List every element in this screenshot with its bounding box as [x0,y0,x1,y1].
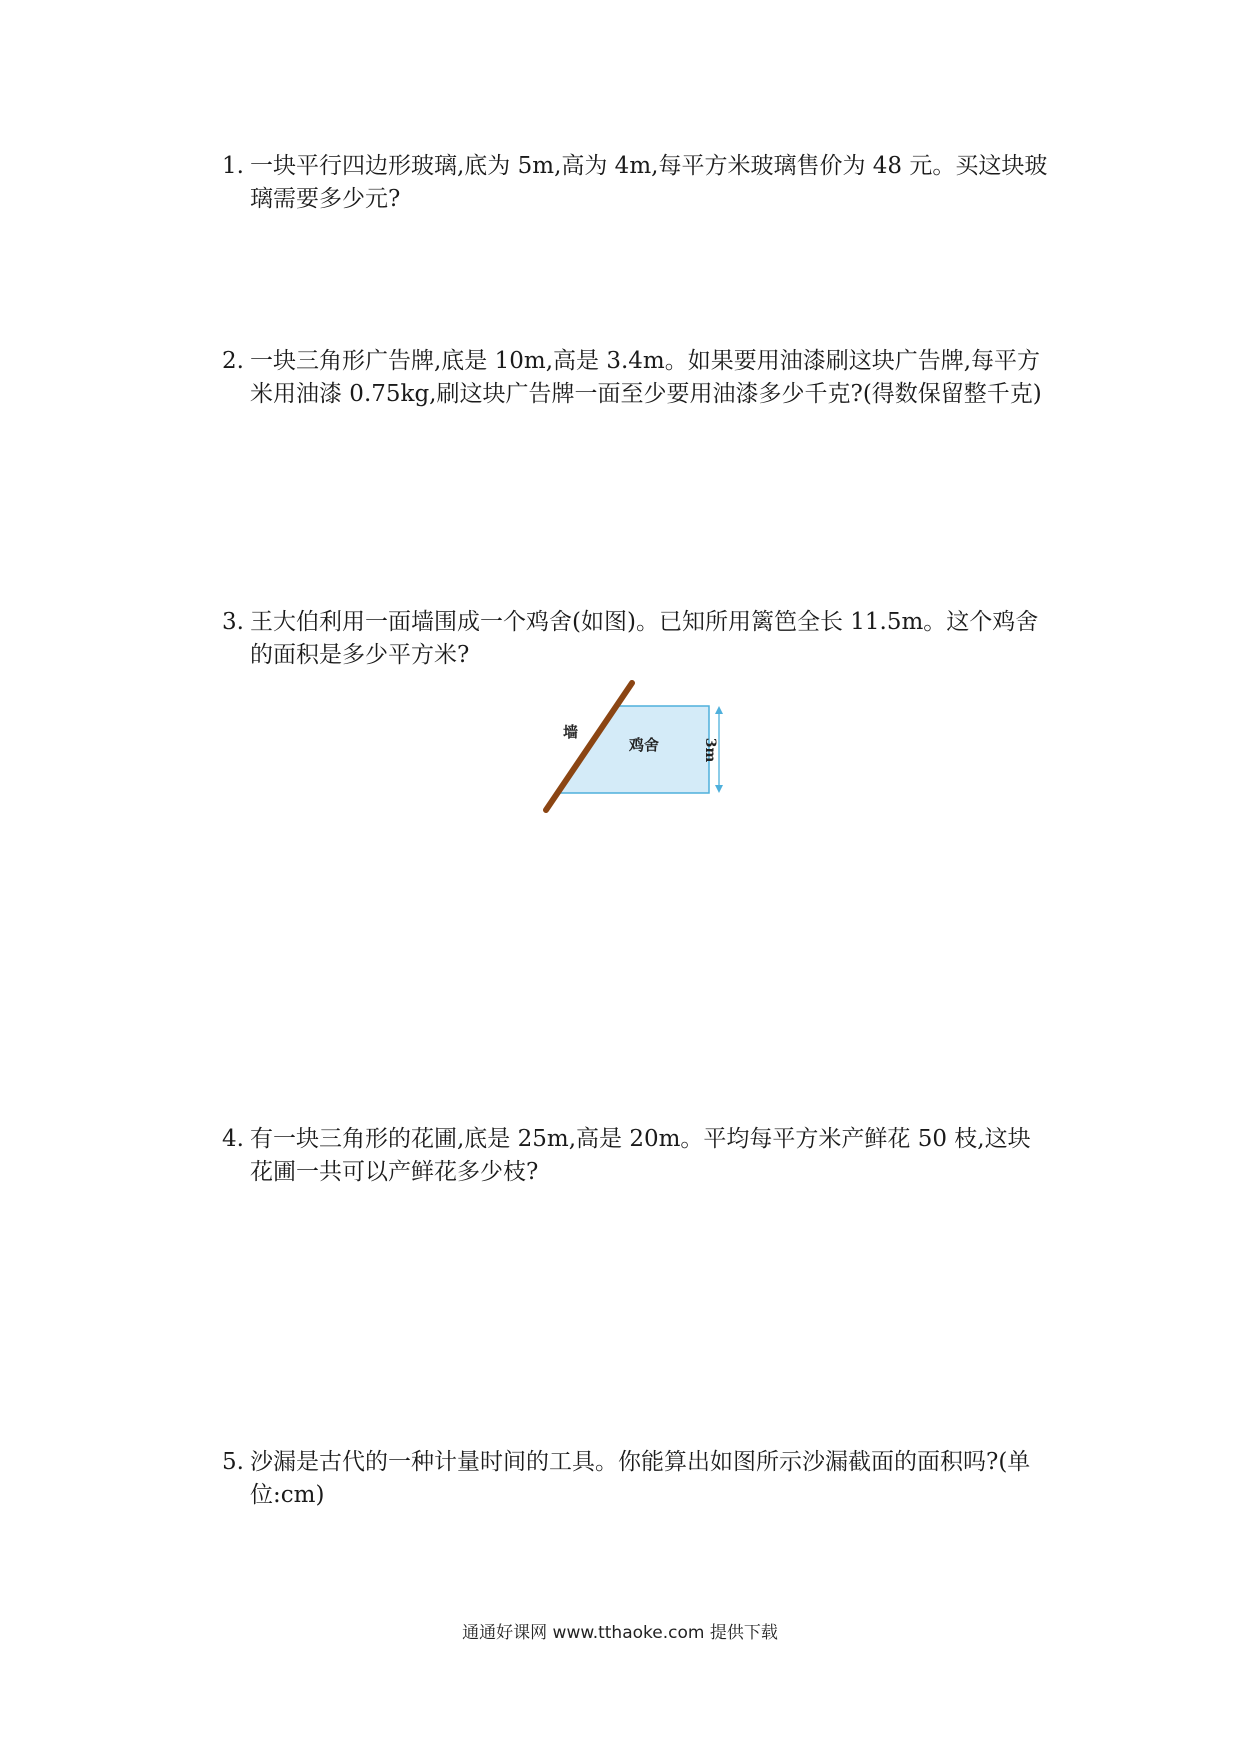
problem-5 [222,1446,1052,1512]
problem-4 [222,1123,1052,1189]
arrow-down-icon [715,785,723,793]
problem-2 [222,345,1052,411]
problem-text: 王大伯利用一面墙围成一个鸡舍(如图)。已知所用篱笆全长 11.5m。这个鸡舍的面积是多少平方米? [250,609,1039,668]
problem-number: 4. [222,1126,244,1152]
problem-text: 沙漏是古代的一种计量时间的工具。你能算出如图所示沙漏截面的面积吗?(单位:cm) [250,1449,1031,1508]
wall-label: 墙 [563,723,579,741]
height-label: 3m [702,737,718,763]
arrow-up-icon [715,706,723,714]
problem-text: 一块三角形广告牌,底是 10m,高是 3.4m。如果要用油漆刷这块广告牌,每平方米用油漆 0.75kg,刷这块广告牌一面至少要用油漆多少千克?(得数保留整千克) [250,348,1042,407]
problem-text: 有一块三角形的花圃,底是 25m,高是 20m。平均每平方米产鲜花 50 枝,这块花圃一共可以产鲜花多少枝? [250,1126,1031,1185]
problem-number: 2. [222,348,244,374]
chicken-coop-figure [536,680,736,815]
problem-number: 1. [222,153,244,179]
problem-number: 3. [222,609,244,635]
problem-text: 一块平行四边形玻璃,底为 5m,高为 4m,每平方米玻璃售价为 48 元。买这块玻璃需要多少元? [250,153,1048,212]
problem-number: 5. [222,1449,244,1475]
coop-label: 鸡舍 [629,736,660,754]
problem-3 [222,606,1052,672]
problem-1 [222,150,1052,216]
page-footer: 通通好课网 www.tthaoke.com 提供下载 [462,1623,778,1643]
